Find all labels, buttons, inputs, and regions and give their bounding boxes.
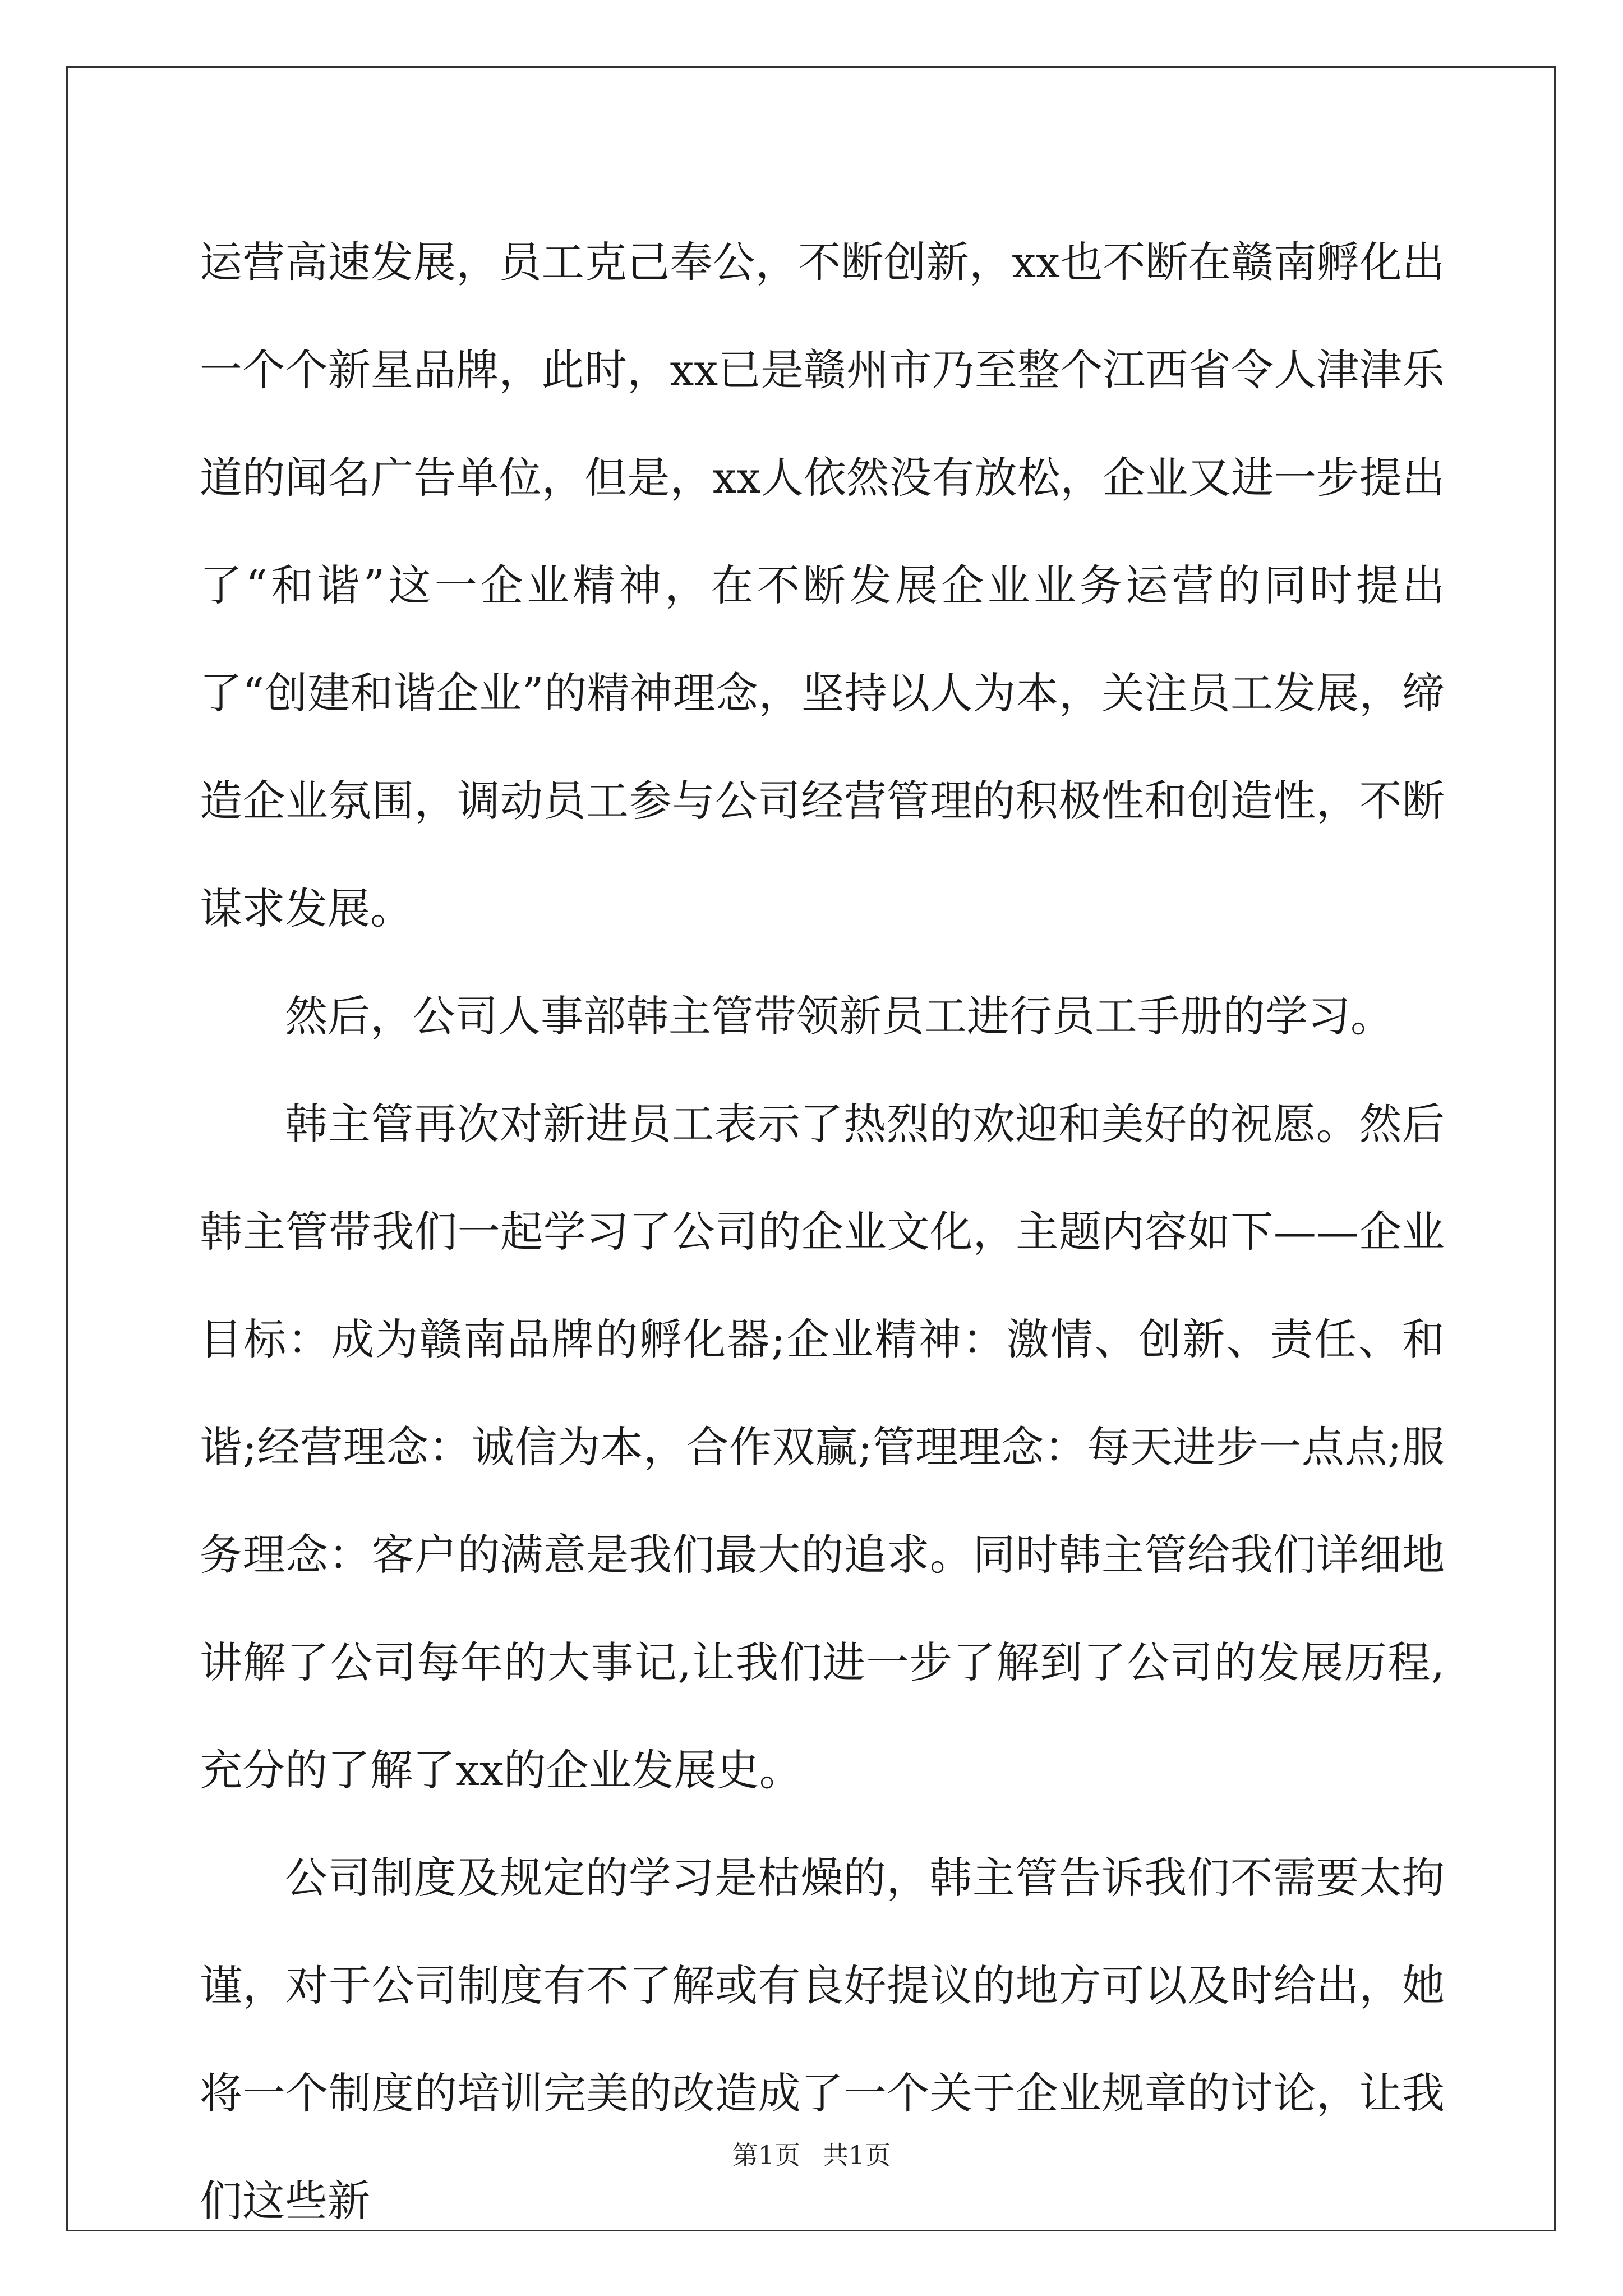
page-number: 第1页	[732, 2140, 800, 2170]
document-body	[200, 209, 1445, 2255]
paragraph-2: 然后，公司人事部韩主管带领新员工进行员工手册的学习。	[285, 991, 1393, 1041]
page-total: 共1页	[823, 2140, 891, 2170]
paragraph-4: 公司制度及规定的学习是枯燥的，韩主管告诉我们不需要太拘谨，对于公司制度有不了解或有良好提议的地方可以及时给出，她将一个制度的培训完美的改造成了一个关于企业规章的讨论，让我们这些新	[200, 1853, 1445, 2226]
page-footer	[0, 2138, 1623, 2172]
paragraph-3: 韩主管再次对新进员工表示了热烈的欢迎和美好的祝愿。然后韩主管带我们一起学习了公司的企业文化，主题内容如下——企业目标：成为赣南品牌的孵化器;企业精神：激情、创新、责任、和谐;经营理念：诚信为本，合作双赢;管理理念：每天进步一点点;服务理念：客户的满意是我们最大的追求。同时韩主管给我们详细地讲解了公司每年的大事记,让我们进一步了解到了公司的发展历程,充分的了解了xx的企业发展史。	[200, 1099, 1445, 1795]
paragraph-1: 运营高速发展，员工克己奉公，不断创新，xx也不断在赣南孵化出一个个新星品牌，此时，xx已是赣州市乃至整个江西省令人津津乐道的闻名广告单位，但是，xx人依然没有放松，企业又进一步提出了“和谐”这一企业精神，在不断发展企业业务运营的同时提出了“创建和谐企业”的精神理念，坚持以人为本，关注员工发展，缔造企业氛围，调动员工参与公司经营管理的积极性和创造性，不断谋求发展。	[200, 237, 1445, 933]
